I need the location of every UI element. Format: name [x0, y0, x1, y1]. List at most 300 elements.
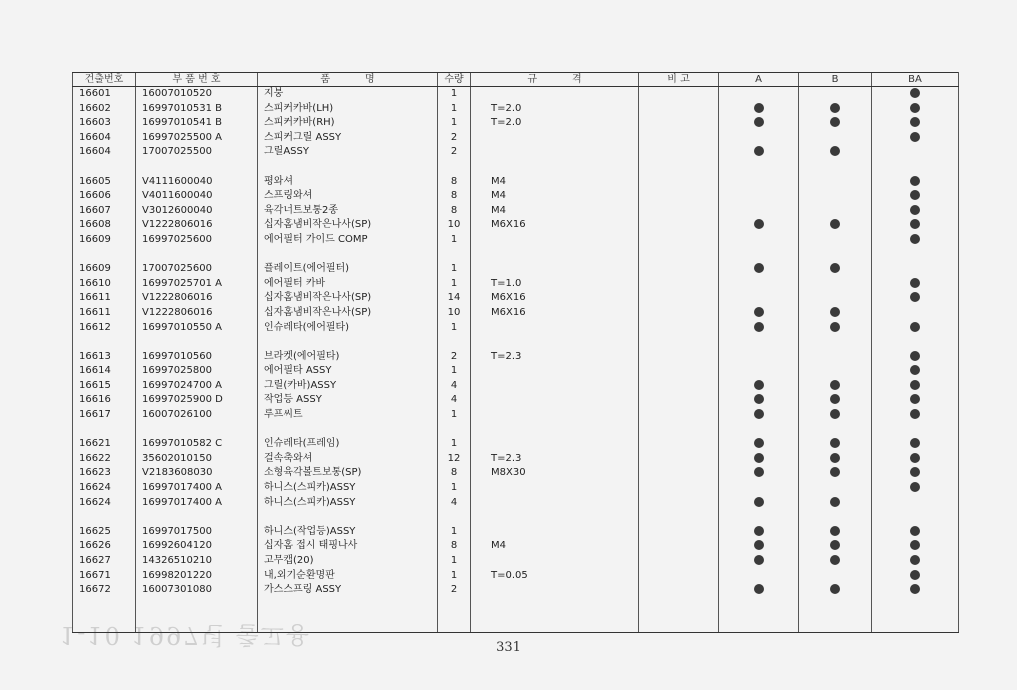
- cell-spec: M4: [471, 175, 639, 190]
- cell-model-a: [719, 496, 799, 511]
- cell-model-b: [799, 218, 872, 233]
- cell-model-a: [719, 116, 799, 131]
- parts-table-body: [73, 87, 959, 633]
- cell-part-no: 16997025701 A: [136, 277, 258, 292]
- cell-no: 16608: [73, 218, 136, 233]
- cell-part-no: 16997010531 B: [136, 102, 258, 117]
- applicable-dot-icon: [910, 190, 920, 200]
- cell-name: 육각너트보통2종: [258, 204, 438, 219]
- cell-model-b: [799, 102, 872, 117]
- applicable-dot-icon: [754, 394, 764, 404]
- applicable-dot-icon: [830, 117, 840, 127]
- cell-model-a: [719, 437, 799, 452]
- header-ba: BA: [872, 73, 959, 87]
- applicable-dot-icon: [910, 584, 920, 594]
- applicable-dot-icon: [910, 219, 920, 229]
- applicable-dot-icon: [830, 307, 840, 317]
- cell-model-ba: [872, 321, 959, 336]
- cell-model-b: [799, 379, 872, 394]
- cell-model-ba: [872, 539, 959, 554]
- cell-no: 16607: [73, 204, 136, 219]
- applicable-dot-icon: [910, 88, 920, 98]
- cell-model-b: [799, 204, 872, 219]
- cell-no: 16606: [73, 189, 136, 204]
- cell-name: 십자홈냄비작은나사(SP): [258, 291, 438, 306]
- cell-model-ba: [872, 496, 959, 511]
- cell-model-a: [719, 408, 799, 423]
- applicable-dot-icon: [754, 555, 764, 565]
- applicable-dot-icon: [830, 394, 840, 404]
- applicable-dot-icon: [754, 219, 764, 229]
- cell-model-b: [799, 116, 872, 131]
- cell-model-a: [719, 204, 799, 219]
- cell-model-b: [799, 481, 872, 496]
- cell-note: [639, 102, 719, 117]
- applicable-dot-icon: [754, 103, 764, 113]
- cell-note: [639, 583, 719, 598]
- cell-no: 16605: [73, 175, 136, 190]
- cell-part-no: 16997017400 A: [136, 481, 258, 496]
- cell-qty: 2: [438, 350, 471, 365]
- applicable-dot-icon: [910, 176, 920, 186]
- cell-name: 작업등 ASSY: [258, 393, 438, 408]
- cell-note: [639, 569, 719, 584]
- cell-model-a: [719, 145, 799, 160]
- cell-name: 소형육각볼트보통(SP): [258, 466, 438, 481]
- cell-model-ba: [872, 277, 959, 292]
- cell-name: 십자홈 접시 태핑나사: [258, 539, 438, 554]
- cell-model-b: [799, 87, 872, 102]
- cell-part-no: V2183608030: [136, 466, 258, 481]
- table-row: [73, 393, 959, 408]
- cell-spec: [471, 321, 639, 336]
- filler-row: [73, 598, 959, 633]
- cell-spec: T=2.0: [471, 116, 639, 131]
- cell-qty: 4: [438, 393, 471, 408]
- cell-note: [639, 145, 719, 160]
- cell-part-no: 16997010560: [136, 350, 258, 365]
- cell-model-a: [719, 189, 799, 204]
- cell-no: 16623: [73, 466, 136, 481]
- cell-no: 16614: [73, 364, 136, 379]
- cell-model-b: [799, 131, 872, 146]
- cell-name: 에어필터 가이드 COMP: [258, 233, 438, 248]
- cell-note: [639, 364, 719, 379]
- cell-spec: [471, 393, 639, 408]
- applicable-dot-icon: [830, 526, 840, 536]
- cell-name: 스피커그릴 ASSY: [258, 131, 438, 146]
- cell-name: 루프씨트: [258, 408, 438, 423]
- parts-table-wrap: [72, 72, 958, 624]
- cell-model-b: [799, 233, 872, 248]
- cell-model-a: [719, 364, 799, 379]
- cell-model-ba: [872, 379, 959, 394]
- cell-no: 16612: [73, 321, 136, 336]
- cell-no: 16621: [73, 437, 136, 452]
- cell-no: 16624: [73, 481, 136, 496]
- cell-model-a: [719, 131, 799, 146]
- cell-model-a: [719, 233, 799, 248]
- applicable-dot-icon: [754, 467, 764, 477]
- cell-spec: [471, 145, 639, 160]
- cell-qty: 1: [438, 87, 471, 102]
- cell-model-b: [799, 408, 872, 423]
- cell-no: 16610: [73, 277, 136, 292]
- cell-model-b: [799, 189, 872, 204]
- cell-qty: 8: [438, 189, 471, 204]
- cell-no: 16626: [73, 539, 136, 554]
- cell-qty: 1: [438, 569, 471, 584]
- cell-spec: M4: [471, 539, 639, 554]
- cell-part-no: 16992604120: [136, 539, 258, 554]
- cell-note: [639, 87, 719, 102]
- table-row: [73, 218, 959, 233]
- cell-model-ba: [872, 306, 959, 321]
- applicable-dot-icon: [754, 307, 764, 317]
- applicable-dot-icon: [830, 146, 840, 156]
- cell-model-a: [719, 277, 799, 292]
- cell-note: [639, 204, 719, 219]
- table-row: [73, 350, 959, 365]
- cell-no: 16672: [73, 583, 136, 598]
- cell-qty: 4: [438, 496, 471, 511]
- cell-name: 십자홈냄비작은나사(SP): [258, 306, 438, 321]
- applicable-dot-icon: [754, 497, 764, 507]
- cell-model-ba: [872, 466, 959, 481]
- cell-spec: T=2.3: [471, 350, 639, 365]
- cell-qty: 10: [438, 306, 471, 321]
- cell-model-ba: [872, 525, 959, 540]
- applicable-dot-icon: [910, 278, 920, 288]
- cell-spec: [471, 496, 639, 511]
- cell-name: 십자홈냄비작은나사(SP): [258, 218, 438, 233]
- cell-spec: M6X16: [471, 291, 639, 306]
- cell-note: [639, 408, 719, 423]
- cell-qty: 8: [438, 466, 471, 481]
- header-part-no: 부 품 번 호: [136, 73, 258, 87]
- applicable-dot-icon: [830, 497, 840, 507]
- cell-note: [639, 233, 719, 248]
- cell-note: [639, 452, 719, 467]
- cell-qty: 10: [438, 218, 471, 233]
- applicable-dot-icon: [910, 570, 920, 580]
- cell-qty: 4: [438, 379, 471, 394]
- table-row: [73, 131, 959, 146]
- applicable-dot-icon: [830, 584, 840, 594]
- header-name: 품 명: [258, 73, 438, 87]
- cell-spec: M4: [471, 204, 639, 219]
- cell-model-b: [799, 321, 872, 336]
- cell-model-a: [719, 554, 799, 569]
- spacer-row: [73, 510, 959, 525]
- cell-note: [639, 131, 719, 146]
- applicable-dot-icon: [830, 263, 840, 273]
- cell-model-ba: [872, 189, 959, 204]
- cell-model-ba: [872, 393, 959, 408]
- table-row: [73, 364, 959, 379]
- cell-spec: [471, 87, 639, 102]
- cell-note: [639, 539, 719, 554]
- header-spec: 규 격: [471, 73, 639, 87]
- cell-part-no: V1222806016: [136, 218, 258, 233]
- table-row: [73, 102, 959, 117]
- cell-part-no: 16997010550 A: [136, 321, 258, 336]
- cell-part-no: 16007301080: [136, 583, 258, 598]
- applicable-dot-icon: [830, 380, 840, 390]
- cell-model-a: [719, 87, 799, 102]
- cell-spec: [471, 437, 639, 452]
- cell-qty: 1: [438, 525, 471, 540]
- applicable-dot-icon: [910, 394, 920, 404]
- cell-no: 16609: [73, 233, 136, 248]
- header-b: B: [799, 73, 872, 87]
- cell-model-a: [719, 393, 799, 408]
- cell-qty: 12: [438, 452, 471, 467]
- table-row: [73, 379, 959, 394]
- applicable-dot-icon: [910, 526, 920, 536]
- applicable-dot-icon: [830, 540, 840, 550]
- table-row: [73, 496, 959, 511]
- cell-spec: [471, 379, 639, 394]
- cell-part-no: 16007026100: [136, 408, 258, 423]
- cell-model-b: [799, 175, 872, 190]
- cell-model-b: [799, 262, 872, 277]
- cell-name: 그릴ASSY: [258, 145, 438, 160]
- cell-spec: [471, 408, 639, 423]
- cell-model-a: [719, 306, 799, 321]
- cell-note: [639, 437, 719, 452]
- cell-spec: [471, 525, 639, 540]
- applicable-dot-icon: [754, 438, 764, 448]
- cell-qty: 14: [438, 291, 471, 306]
- cell-model-a: [719, 379, 799, 394]
- cell-qty: 1: [438, 321, 471, 336]
- cell-model-a: [719, 350, 799, 365]
- cell-no: 16611: [73, 306, 136, 321]
- applicable-dot-icon: [754, 146, 764, 156]
- applicable-dot-icon: [910, 380, 920, 390]
- table-row: [73, 408, 959, 423]
- cell-note: [639, 218, 719, 233]
- cell-model-a: [719, 218, 799, 233]
- applicable-dot-icon: [754, 263, 764, 273]
- table-row: [73, 306, 959, 321]
- table-row: [73, 525, 959, 540]
- cell-name: 그릴(카바)ASSY: [258, 379, 438, 394]
- table-row: [73, 452, 959, 467]
- table-row: [73, 145, 959, 160]
- applicable-dot-icon: [910, 438, 920, 448]
- applicable-dot-icon: [910, 351, 920, 361]
- cell-no: 16622: [73, 452, 136, 467]
- cell-note: [639, 379, 719, 394]
- applicable-dot-icon: [830, 555, 840, 565]
- table-row: [73, 87, 959, 102]
- cell-name: 인슈레타(에어필타): [258, 321, 438, 336]
- cell-name: 플레이트(에어필터): [258, 262, 438, 277]
- cell-model-ba: [872, 102, 959, 117]
- applicable-dot-icon: [754, 409, 764, 419]
- cell-name: 하니스(스피카)ASSY: [258, 496, 438, 511]
- cell-no: 16604: [73, 131, 136, 146]
- cell-no: 16616: [73, 393, 136, 408]
- cell-qty: 1: [438, 481, 471, 496]
- cell-spec: M4: [471, 189, 639, 204]
- cell-qty: 2: [438, 131, 471, 146]
- cell-no: 16604: [73, 145, 136, 160]
- cell-name: 스프링와셔: [258, 189, 438, 204]
- cell-part-no: 17007025500: [136, 145, 258, 160]
- cell-qty: 1: [438, 364, 471, 379]
- cell-no: 16615: [73, 379, 136, 394]
- applicable-dot-icon: [910, 467, 920, 477]
- cell-part-no: V4111600040: [136, 175, 258, 190]
- applicable-dot-icon: [754, 540, 764, 550]
- applicable-dot-icon: [910, 103, 920, 113]
- table-row: [73, 277, 959, 292]
- cell-model-ba: [872, 145, 959, 160]
- cell-no: 16602: [73, 102, 136, 117]
- cell-no: 16609: [73, 262, 136, 277]
- cell-part-no: 16997025500 A: [136, 131, 258, 146]
- cell-qty: 1: [438, 102, 471, 117]
- cell-name: 하니스(스피카)ASSY: [258, 481, 438, 496]
- cell-note: [639, 116, 719, 131]
- cell-part-no: V3012600040: [136, 204, 258, 219]
- cell-no: 16617: [73, 408, 136, 423]
- applicable-dot-icon: [910, 555, 920, 565]
- cell-qty: 8: [438, 175, 471, 190]
- cell-note: [639, 525, 719, 540]
- cell-part-no: 16997025800: [136, 364, 258, 379]
- applicable-dot-icon: [910, 205, 920, 215]
- cell-part-no: 16997010541 B: [136, 116, 258, 131]
- table-row: [73, 569, 959, 584]
- parts-table: [72, 72, 959, 633]
- cell-note: [639, 262, 719, 277]
- cell-model-b: [799, 306, 872, 321]
- applicable-dot-icon: [910, 409, 920, 419]
- bleed-through-text: 1-10 1997년 출고용: [60, 621, 311, 649]
- cell-model-b: [799, 554, 872, 569]
- cell-note: [639, 496, 719, 511]
- cell-part-no: 16997025900 D: [136, 393, 258, 408]
- cell-spec: T=2.3: [471, 452, 639, 467]
- cell-qty: 1: [438, 262, 471, 277]
- cell-part-no: 16998201220: [136, 569, 258, 584]
- cell-qty: 1: [438, 437, 471, 452]
- cell-spec: T=1.0: [471, 277, 639, 292]
- applicable-dot-icon: [910, 292, 920, 302]
- cell-model-ba: [872, 583, 959, 598]
- cell-spec: [471, 233, 639, 248]
- cell-spec: M6X16: [471, 218, 639, 233]
- cell-note: [639, 306, 719, 321]
- cell-model-ba: [872, 452, 959, 467]
- cell-model-a: [719, 569, 799, 584]
- cell-model-ba: [872, 437, 959, 452]
- table-row: [73, 583, 959, 598]
- cell-part-no: V1222806016: [136, 291, 258, 306]
- cell-model-b: [799, 350, 872, 365]
- cell-part-no: V4011600040: [136, 189, 258, 204]
- cell-model-ba: [872, 408, 959, 423]
- page-number: 331: [496, 640, 521, 655]
- cell-note: [639, 277, 719, 292]
- cell-model-a: [719, 175, 799, 190]
- cell-no: 16671: [73, 569, 136, 584]
- cell-spec: M6X16: [471, 306, 639, 321]
- table-row: [73, 481, 959, 496]
- cell-model-a: [719, 262, 799, 277]
- cell-spec: [471, 481, 639, 496]
- cell-model-ba: [872, 262, 959, 277]
- cell-model-ba: [872, 481, 959, 496]
- cell-part-no: 14326510210: [136, 554, 258, 569]
- applicable-dot-icon: [910, 540, 920, 550]
- table-row: [73, 539, 959, 554]
- applicable-dot-icon: [830, 219, 840, 229]
- cell-name: 가스스프링 ASSY: [258, 583, 438, 598]
- cell-part-no: 16997010582 C: [136, 437, 258, 452]
- table-row: [73, 554, 959, 569]
- cell-no: 16603: [73, 116, 136, 131]
- cell-model-ba: [872, 87, 959, 102]
- applicable-dot-icon: [910, 132, 920, 142]
- cell-model-a: [719, 481, 799, 496]
- cell-name: 에어필터 카바: [258, 277, 438, 292]
- applicable-dot-icon: [910, 117, 920, 127]
- cell-note: [639, 321, 719, 336]
- cell-model-a: [719, 452, 799, 467]
- cell-model-a: [719, 466, 799, 481]
- cell-model-b: [799, 569, 872, 584]
- cell-spec: [471, 583, 639, 598]
- table-row: [73, 262, 959, 277]
- table-row: [73, 437, 959, 452]
- cell-qty: 1: [438, 408, 471, 423]
- cell-spec: [471, 554, 639, 569]
- cell-name: 에어필타 ASSY: [258, 364, 438, 379]
- cell-note: [639, 175, 719, 190]
- applicable-dot-icon: [910, 234, 920, 244]
- cell-note: [639, 291, 719, 306]
- table-row: [73, 189, 959, 204]
- applicable-dot-icon: [910, 453, 920, 463]
- header-a: A: [719, 73, 799, 87]
- cell-model-a: [719, 539, 799, 554]
- cell-no: 16627: [73, 554, 136, 569]
- cell-model-ba: [872, 291, 959, 306]
- applicable-dot-icon: [910, 322, 920, 332]
- cell-model-b: [799, 539, 872, 554]
- cell-qty: 1: [438, 233, 471, 248]
- cell-note: [639, 393, 719, 408]
- cell-name: 스피커카바(LH): [258, 102, 438, 117]
- cell-name: 걸속축와셔: [258, 452, 438, 467]
- cell-qty: 2: [438, 583, 471, 598]
- cell-spec: M8X30: [471, 466, 639, 481]
- cell-model-a: [719, 525, 799, 540]
- cell-part-no: V1222806016: [136, 306, 258, 321]
- cell-model-a: [719, 102, 799, 117]
- applicable-dot-icon: [754, 453, 764, 463]
- applicable-dot-icon: [754, 322, 764, 332]
- applicable-dot-icon: [830, 103, 840, 113]
- cell-name: 내,외기순환명판: [258, 569, 438, 584]
- cell-qty: 2: [438, 145, 471, 160]
- cell-qty: 1: [438, 277, 471, 292]
